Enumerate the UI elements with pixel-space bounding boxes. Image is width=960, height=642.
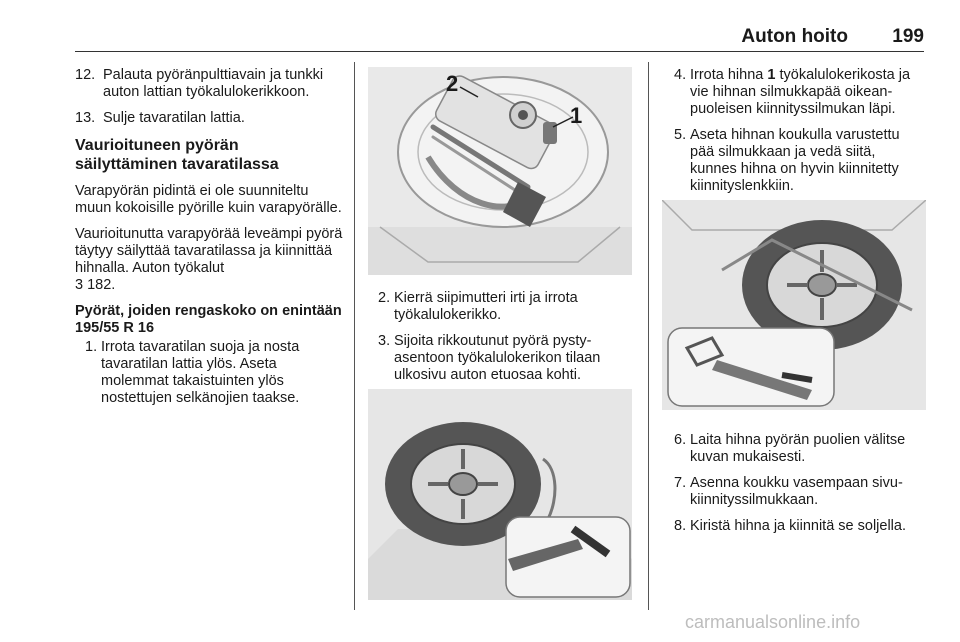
step-text: Aseta hihnan koukulla varustettu pää silmukkaan ja vedä siitä, kunnes hihna on hyvin kiinnitetty kiinnityslenkkiin. [690, 127, 900, 194]
paragraph-text: Vaurioitunutta varapyörää leveämpi pyörä täytyy säilyttää tavaratilassa ja kiinnittää hihnalla. Auton työkalut [75, 226, 343, 276]
step-number: 12. [75, 67, 96, 83]
step-12 [75, 67, 345, 101]
step-text: Kierrä siipimutteri irti ja irrota työkalulokerikko. [394, 290, 578, 323]
wheel-upright-illustration [368, 389, 632, 600]
step-number: 8. [674, 518, 687, 534]
step-4 [664, 67, 926, 118]
step-number: 7. [674, 475, 687, 491]
figure-tool-box [368, 67, 632, 275]
page-number: 199 [892, 26, 924, 47]
step-text: Asenna koukku vasempaan sivukiinnityssilmukkaan. [690, 475, 903, 508]
step-text: Laita hihna pyörän puolien välitse kuvan mukaisesti. [690, 432, 906, 465]
figure-strap-wheel [662, 200, 926, 410]
step-text-pre: Irrota hihna [690, 67, 768, 83]
page-reference-link[interactable]: 3 182. [75, 277, 116, 293]
page-header [0, 0, 960, 54]
paragraph: Varapyörän pidintä ei ole suunniteltu muun kokoisille pyörille kuin varapyörälle. [75, 183, 342, 216]
strap-wheel-illustration [662, 200, 926, 410]
section-heading: Vaurioituneen pyörän säilyttäminen tavaratilassa [75, 137, 279, 173]
step-text: Irrota tavaratilan suoja ja nosta tavaratilan lattia ylös. Aseta molemmat takaistuinten ylös nostettujen selkänojien taakse. [101, 339, 300, 406]
step-text: Kiristä hihna ja kiinnitä se soljella. [690, 518, 906, 534]
step-1 [75, 339, 345, 407]
header-rule [75, 51, 924, 52]
step-6 [664, 432, 926, 466]
step-number: 13. [75, 110, 96, 126]
callout-1: 1 [570, 103, 583, 128]
watermark: carmanualsonline.info [685, 612, 861, 632]
step-text-post: työkalulokerikosta ja vie hihnan silmukkapää oikeanpuoleisen kiinnityssilmukan läpi. [690, 67, 911, 117]
step-text-bold: 1 [767, 67, 776, 83]
column-2 [368, 290, 633, 393]
column-divider [648, 62, 649, 610]
step-number: 3. [378, 333, 391, 349]
step-number: 2. [378, 290, 391, 306]
step-number: 1. [85, 339, 98, 355]
step-number: 6. [674, 432, 687, 448]
callout-2: 2 [446, 71, 459, 96]
step-3 [368, 333, 633, 384]
section-title: Auton hoito [741, 26, 848, 47]
step-text: Sijoita rikkoutunut pyörä pystyasentoon työkalulokerikon tilaan ulkosivu auton etuosaa kohti. [394, 333, 601, 383]
step-number: 4. [674, 67, 687, 83]
column-divider [354, 62, 355, 610]
step-2 [368, 290, 633, 324]
subheading: Pyörät, joiden rengaskoko on enintään 195/55 R 16 [75, 303, 342, 336]
figure-wheel-upright [368, 389, 632, 600]
step-5 [664, 127, 926, 195]
column-1 [75, 67, 345, 416]
step-number: 5. [674, 127, 687, 143]
step-text: Palauta pyöränpulttiavain ja tunkki auton lattian työkalulokerikkoon. [103, 67, 324, 100]
step-7 [664, 475, 926, 509]
step-13 [75, 110, 345, 127]
tool-box-illustration [368, 67, 632, 275]
step-8 [664, 518, 926, 535]
step-text: Sulje tavaratilan lattia. [103, 110, 245, 126]
paragraph [75, 226, 345, 294]
